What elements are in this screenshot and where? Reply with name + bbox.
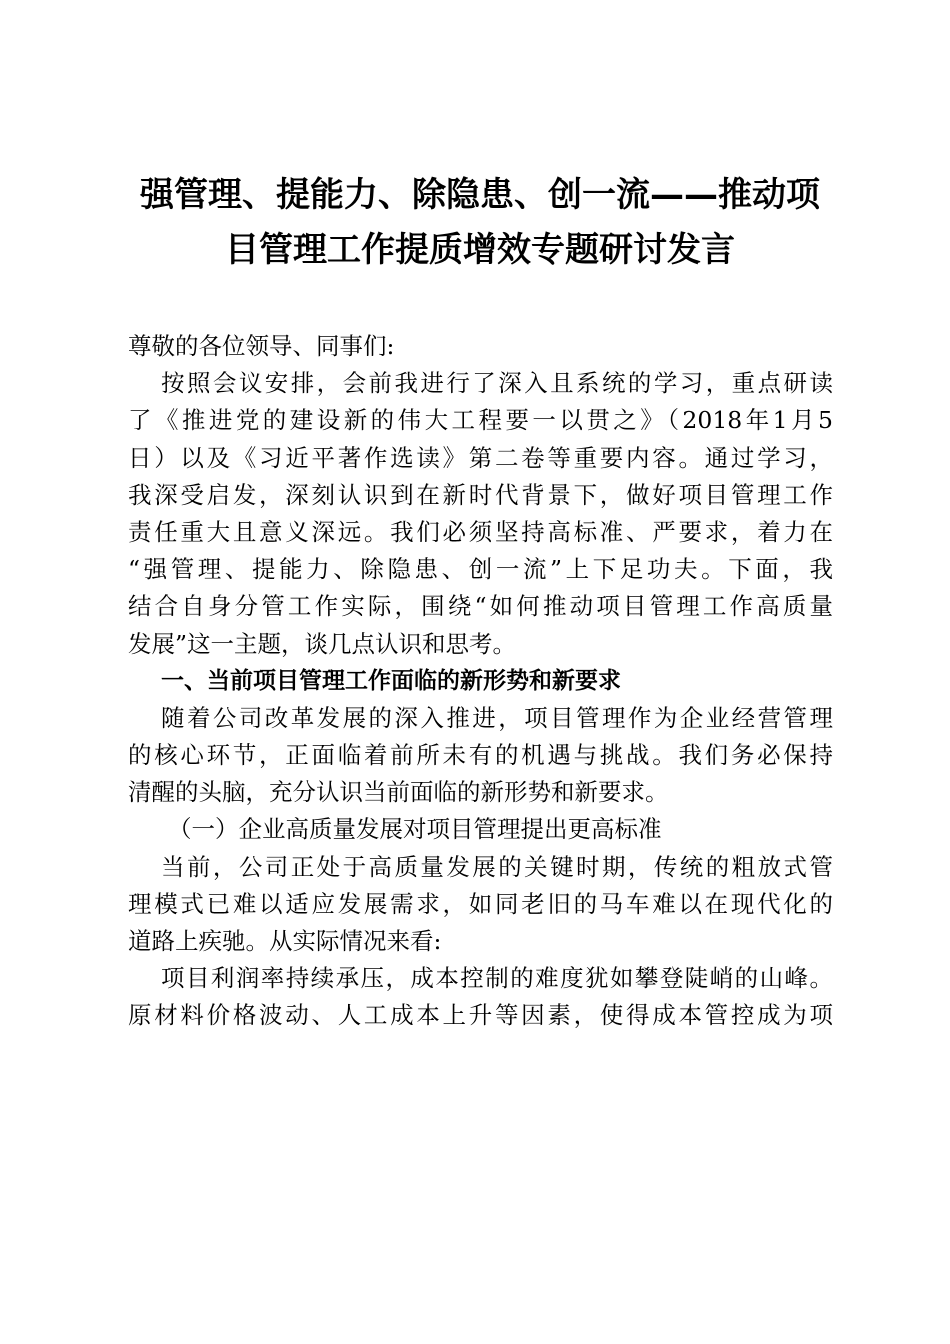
paragraph-line: 清醒的头脑，充分认识当前面临的新形势和新要求。 — [128, 778, 669, 807]
paragraph-2 — [128, 700, 833, 812]
document-body — [128, 328, 833, 1035]
paragraph-line: 道路上疾驰。从实际情况来看: — [128, 927, 442, 955]
title-line-1: 强管理、提能力、除隐患、创一流——推动项 — [140, 175, 820, 215]
paragraph-line: 我深受启发，深刻认识到在新时代背景下，做好项目管理工作 — [128, 480, 833, 509]
paragraph-line: 理模式已难以适应发展需求，如同老旧的马车难以在现代化的 — [128, 889, 833, 918]
paragraph-line: 责任重大且意义深远。我们必须坚持高标准、严要求，着力在 — [128, 517, 833, 546]
paragraph-line: 日）以及《习近平著作选读》第二卷等重要内容。通过学习， — [128, 443, 833, 472]
paragraph-line: 的核心环节，正面临着前所未有的机遇与挑战。我们务必保持 — [128, 741, 833, 770]
paragraph-line: 结合自身分管工作实际，围绕“如何推动项目管理工作高质量 — [128, 592, 833, 621]
subsection-heading: （一）企业高质量发展对项目管理提出更高标准 — [168, 815, 662, 844]
paragraph-4 — [128, 960, 833, 1034]
paragraph-line: 项目利润率持续承压，成本控制的难度犹如攀登陡峭的山峰。 — [161, 964, 833, 993]
title-line-2: 目管理工作提质增效专题研讨发言 — [225, 230, 735, 270]
section-heading: 一、当前项目管理工作面临的新形势和新要求 — [161, 667, 621, 694]
paragraph-line: 随着公司改革发展的深入推进，项目管理作为企业经营管理 — [161, 703, 833, 732]
paragraph-line: 按照会议安排，会前我进行了深入且系统的学习，重点研读 — [161, 369, 833, 398]
paragraph-line: 当前，公司正处于高质量发展的关键时期，传统的粗放式管 — [161, 852, 833, 881]
paragraph-1 — [128, 365, 833, 663]
paragraph-line: “强管理、提能力、除隐患、创一流”上下足功夫。下面，我 — [128, 555, 833, 584]
salutation: 尊敬的各位领导、同事们: — [128, 332, 395, 360]
paragraph-line: 原材料价格波动、人工成本上升等因素，使得成本管控成为项 — [128, 1001, 833, 1030]
paragraph-line: 了《推进党的建设新的伟大工程要一以贯之》（2018年1月5 — [128, 406, 833, 435]
paragraph-line: 发展”这一主题，谈几点认识和思考。 — [128, 629, 517, 658]
document-title — [120, 168, 840, 278]
paragraph-3 — [128, 849, 833, 961]
